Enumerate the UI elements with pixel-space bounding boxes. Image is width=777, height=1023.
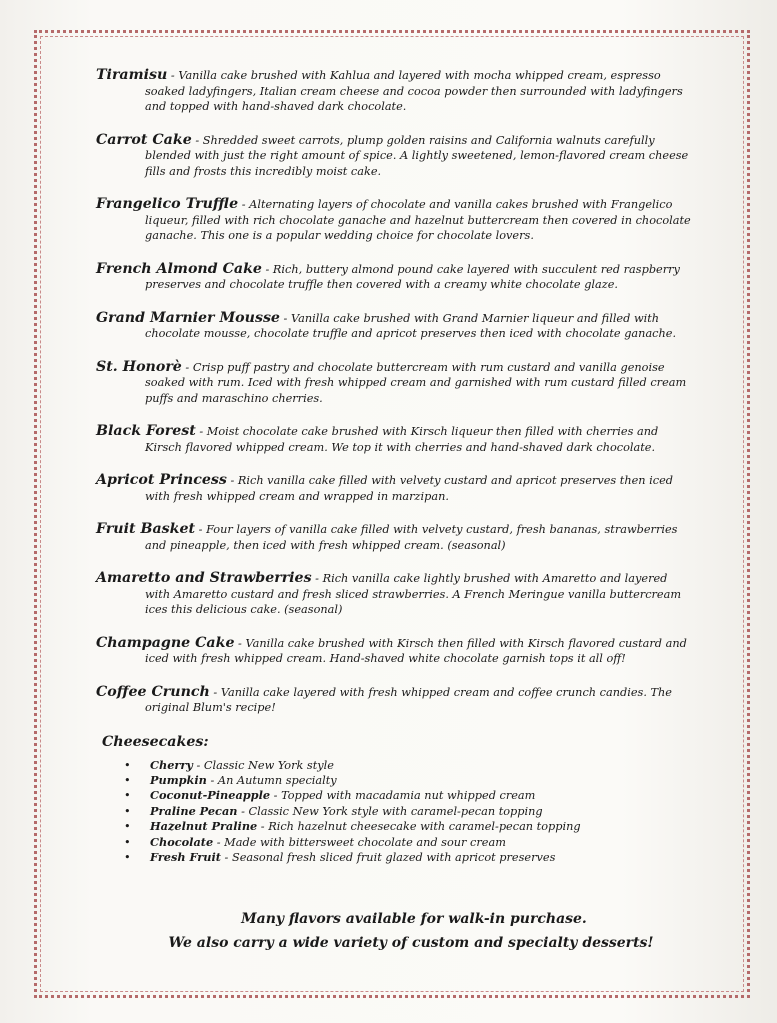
cake-item-coffee-crunch: Coffee Crunch - Vanilla cake layered with fresh whipped cream and coffee crunch candies. The original Blum's recipe! — [96, 683, 672, 714]
cake-item-apricot-princess: Apricot Princess - Rich vanilla cake filled with velvety custard and apricot preserves then iced with fresh whipped cream and wrapped in marzipan. — [96, 472, 673, 503]
list-item: • Chocolate - Made with bittersweet chocolate and sour cream — [124, 835, 726, 850]
cake-item-tiramisu: Tiramisu - Vanilla cake brushed with Kahlua and layered with mocha whipped cream, espresso soaked ladyfingers, Italian cream cheese and cocoa powder then surrounded with ladyfingers and topped with hand-shaved dark chocolate. — [96, 67, 683, 113]
cake-name: Coffee Crunch — [96, 683, 210, 700]
list-item: • Cherry - Classic New York style — [124, 758, 726, 773]
list-item: • Pumpkin - An Autumn specialty — [124, 773, 726, 788]
cake-name: St. Honorè — [96, 358, 182, 375]
cake-item-frangelico-truffle: Frangelico Truffle - Alternating layers of chocolate and vanilla cakes brushed with Frangelico liqueur, filled with rich chocolate ganache and hazelnut buttercream then covered in chocolate ganache. This one is a popular wedding choice for chocolate lovers. — [96, 196, 691, 242]
list-item: • Fresh Fruit - Seasonal fresh sliced fruit glazed with apricot preserves — [124, 850, 726, 865]
cake-list — [96, 68, 726, 865]
footer-line-2: We also carry a wide variety of custom and specialty desserts! — [168, 935, 654, 951]
cake-item-st-honore: St. Honorè - Crisp puff pastry and chocolate buttercream with rum custard and vanilla genoise soaked with rum. Iced with fresh whipped cream and garnished with rum custard filled cream puffs and maraschino cherries. — [96, 358, 687, 405]
list-item: • Praline Pecan - Classic New York style with caramel-pecan topping — [124, 804, 726, 819]
cake-item-champagne-cake: Champagne Cake - Vanilla cake brushed with Kirsch then filled with Kirsch flavored custard and iced with fresh whipped cream. Hand-shaved white chocolate garnish tops it all off! — [96, 634, 687, 665]
cake-name: Apricot Princess — [96, 472, 227, 488]
cake-name: Carrot Cake — [96, 131, 192, 148]
cake-item-black-forest: Black Forest - Moist chocolate cake brushed with Kirsch liqueur then filled with cherries and Kirsch flavored whipped cream. We top it with cherries and hand-shaved dark chocolate. — [96, 423, 659, 454]
cake-item-amaretto-strawberries: Amaretto and Strawberries - Rich vanilla cake lightly brushed with Amaretto and layered with Amaretto custard and fresh sliced strawberries. A French Meringue vanilla buttercream ices this delicious cake. (seasonal) — [96, 570, 682, 616]
cake-name: Champagne Cake — [96, 634, 235, 651]
cheesecake-list — [96, 758, 726, 866]
cake-name: Frangelico Truffle — [96, 196, 239, 212]
cake-name: Grand Marnier Mousse — [96, 309, 280, 326]
cake-item-french-almond-cake: French Almond Cake - Rich, buttery almond pound cake layered with succulent red raspberry preserves and chocolate truffle then covered with a creamy white chocolate glaze. — [96, 260, 680, 291]
cheesecakes-heading: Cheesecakes: — [102, 733, 209, 750]
cake-name: Tiramisu — [96, 67, 168, 83]
cake-item-fruit-basket: Fruit Basket - Four layers of vanilla cake filled with velvety custard, fresh bananas, strawberries and pineapple, then iced with fresh whipped cream. (seasonal) — [96, 521, 678, 552]
list-item: • Coconut-Pineapple - Topped with macadamia nut whipped cream — [124, 788, 726, 803]
footer-line-1: Many flavors available for walk-in purchase. — [241, 911, 587, 927]
cake-item-grand-marnier-mousse: Grand Marnier Mousse - Vanilla cake brushed with Grand Marnier liqueur and filled with chocolate mousse, chocolate truffle and apricot preserves then iced with chocolate ganache. — [96, 309, 677, 340]
list-item: • Hazelnut Praline - Rich hazelnut cheesecake with caramel-pecan topping — [124, 819, 726, 834]
cake-name: Amaretto and Strawberries — [96, 570, 312, 586]
footer-note — [96, 907, 726, 955]
cake-item-carrot-cake: Carrot Cake - Shredded sweet carrots, plump golden raisins and California walnuts carefully blended with just the right amount of spice. A lightly sweetened, lemon-flavored cream cheese fills and frosts this incredibly moist cake. — [96, 131, 689, 178]
cake-name: Black Forest — [96, 423, 196, 439]
cake-name: French Almond Cake — [96, 260, 262, 277]
cake-name: Fruit Basket — [96, 521, 196, 537]
